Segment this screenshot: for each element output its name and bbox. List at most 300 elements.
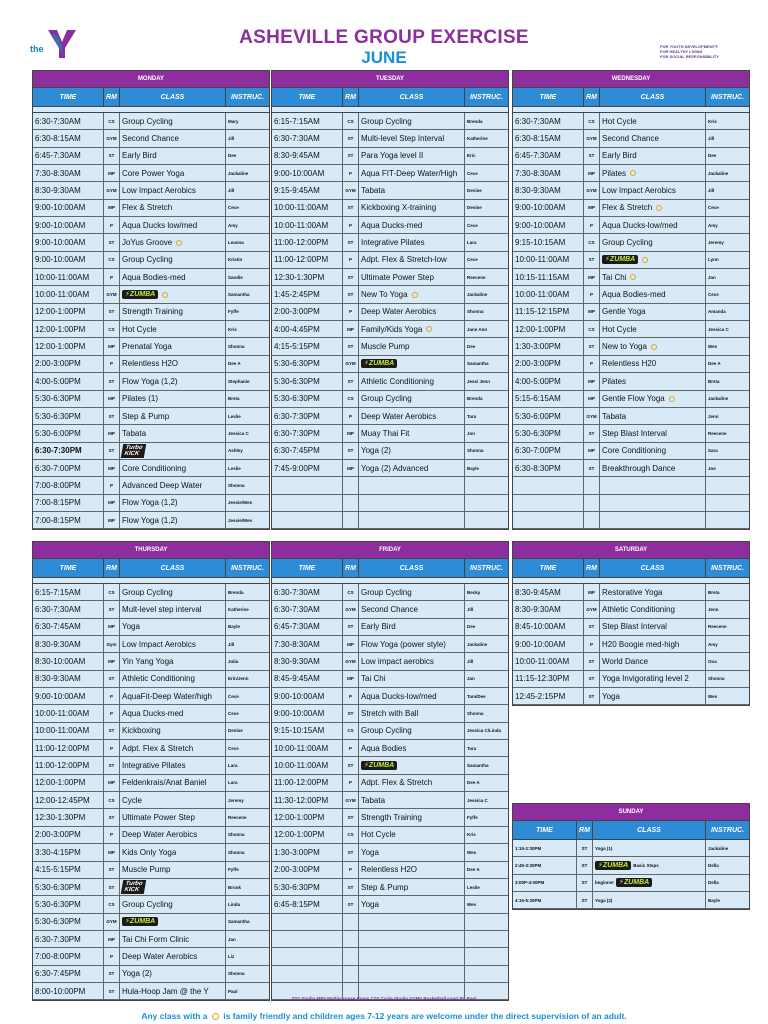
instructor-name: Erin/Jenn (228, 676, 249, 682)
column-header-class: CLASS (120, 88, 226, 106)
instructor-name: Liz (228, 953, 235, 959)
class-name (120, 165, 226, 181)
class-time: 1:30-3:00PM (272, 844, 343, 860)
instructor-name: Dee A (467, 867, 480, 873)
class-name-text: Second Chance (122, 134, 179, 144)
instructor-name: Cece (228, 745, 239, 751)
class-name (359, 757, 465, 773)
instructor-name: Bayle (708, 897, 721, 903)
family-friendly-icon (176, 240, 182, 246)
room-code: ST (343, 757, 359, 773)
class-time: 6:15-7:15AM (272, 113, 343, 129)
class-row (33, 688, 269, 705)
instructor-name: Amanda (708, 309, 726, 315)
room-code: ST (577, 875, 593, 891)
instructor-name: Jackaline (708, 845, 729, 851)
class-time: 12:00-1:00PM (33, 304, 104, 320)
class-name (120, 705, 226, 721)
room-code: ST (343, 844, 359, 860)
class-name-text: AquaFit-Deep Water/high (122, 691, 212, 701)
class-time: 12:00-12:45PM (33, 792, 104, 808)
class-name (120, 619, 226, 635)
room-code: CS (343, 584, 359, 600)
instructor-name: Brook (228, 884, 242, 890)
tagline (660, 44, 730, 59)
class-time: 2:45-3:30PM (513, 857, 577, 873)
instructor-name: Bayle (228, 624, 241, 630)
room-code: CS (343, 723, 359, 739)
class-time: 2:00-3:00PM (33, 827, 104, 843)
class-row (33, 234, 269, 251)
class-row (33, 495, 269, 512)
class-name (600, 321, 706, 337)
instructor-name: Jessica C (228, 430, 249, 436)
family-friendly-icon (656, 205, 662, 211)
class-time: 8:00-10:00PM (33, 983, 104, 999)
column-header-time: TIME (272, 88, 343, 106)
class-name (600, 234, 706, 250)
instructor-name: Dee A (228, 361, 241, 367)
instructor-name: Dee A (467, 780, 480, 786)
class-name (120, 113, 226, 129)
instructor-name: Tara (467, 413, 477, 419)
class-time: 2:00-3:00PM (513, 356, 584, 372)
class-name (359, 723, 465, 739)
instructor-name: Breta (708, 589, 720, 595)
room-code: ST (104, 234, 120, 250)
class-name-text: Kids Only Yoga (122, 847, 177, 857)
class-name-text: Ultimate Power Step (361, 272, 434, 282)
class-name (359, 584, 465, 600)
class-time: 8:30-9:45AM (272, 148, 343, 164)
class-time: 12:30-1:30PM (33, 809, 104, 825)
zumba-logo-icon: ⚡ZUMBA (361, 359, 397, 368)
class-name (120, 966, 226, 982)
class-name (359, 931, 465, 947)
instructor-name: Lara (467, 240, 477, 246)
class-name-text: New To Yoga (361, 290, 408, 300)
instructor-name: Cece (467, 257, 478, 263)
class-time: 12:00-1:00PM (513, 321, 584, 337)
class-row (33, 896, 269, 913)
tagline-line: FOR SOCIAL RESPONSIBILITY (660, 54, 720, 59)
column-header-row (272, 559, 508, 578)
column-header-time: TIME (513, 88, 584, 106)
room-code: ST (104, 983, 120, 999)
class-name-text: Yoga (361, 847, 379, 857)
class-row (33, 601, 269, 618)
class-name-text: Deep Water Aerobics (361, 411, 437, 421)
class-time: 9:00-10:00AM (33, 234, 104, 250)
class-name-text: Low Impact Aerobics (122, 639, 196, 649)
class-name (120, 931, 226, 947)
class-name-text: Group Cycling (361, 394, 412, 404)
column-header-class: CLASS (359, 88, 465, 106)
class-time: 7:00-8:00PM (33, 477, 104, 493)
instructor-name: Wes (708, 693, 718, 699)
class-time: 11:00-12:00PM (33, 757, 104, 773)
room-code: P (343, 740, 359, 756)
room-code: GYM (584, 130, 600, 146)
class-name-text: Aqua Ducks-low/med (361, 691, 437, 701)
class-row (33, 914, 269, 931)
class-time: 6:30-7:30PM (272, 408, 343, 424)
class-time: 3:00P-4:00PM (513, 875, 577, 891)
class-name-text: Aqua Ducks low/med (122, 220, 198, 230)
instructor-name: Jessica C (708, 326, 729, 332)
class-time: 4:15-5:15PM (272, 338, 343, 354)
room-code: GYM (343, 182, 359, 198)
class-row (33, 757, 269, 774)
class-name-text: Step & Pump (122, 411, 170, 421)
class-row (272, 931, 508, 948)
class-row (33, 477, 269, 494)
class-row (33, 931, 269, 948)
family-friendly-icon (412, 292, 418, 298)
class-name (120, 671, 226, 687)
class-time: 10:00-11:00AM (33, 286, 104, 302)
class-name-text: Aqua Bodies-med (602, 290, 666, 300)
instructor-name: Samantha (228, 292, 250, 298)
class-name (359, 286, 465, 302)
class-name-text: Yoga (2) (122, 969, 152, 979)
class-row (33, 286, 269, 303)
class-name-text: New to Yoga (602, 342, 647, 352)
class-time: 4:00-5:00PM (33, 373, 104, 389)
class-name (359, 373, 465, 389)
room-code: GYM (584, 408, 600, 424)
class-name-text: Aqua Ducks-med (122, 709, 184, 719)
instructor-name: Lara (228, 780, 238, 786)
class-name-text: Tabata (361, 186, 386, 196)
class-row (33, 809, 269, 826)
instructor-name: Jeremy (228, 797, 244, 803)
day-block-monday (32, 70, 270, 530)
instructor-name: Ona (708, 659, 717, 665)
class-time: 12:30-1:30PM (272, 269, 343, 285)
room-code: CS (343, 827, 359, 843)
class-name (600, 356, 706, 372)
class-name (120, 512, 226, 528)
room-code: ST (104, 879, 120, 895)
class-time: 5:30-6:30PM (33, 408, 104, 424)
class-time: 9:00-10:00AM (33, 252, 104, 268)
day-block-tuesday (271, 70, 509, 530)
room-code: ST (343, 896, 359, 912)
column-header-rm: RM (584, 559, 600, 577)
class-time: 4:00-5:00PM (513, 373, 584, 389)
class-name (600, 601, 706, 617)
room-code: MP (343, 425, 359, 441)
class-row (272, 809, 508, 826)
class-name (359, 148, 465, 164)
class-row (272, 391, 508, 408)
class-time: 8:30-9:30AM (33, 182, 104, 198)
room-code: MP (584, 391, 600, 407)
class-row (272, 827, 508, 844)
class-row (33, 252, 269, 269)
room-code: GYM (584, 601, 600, 617)
class-name (359, 460, 465, 476)
class-time: 6:30-8:15AM (513, 130, 584, 146)
instructor-name: Stephanie (228, 378, 250, 384)
room-code: GYM (584, 182, 600, 198)
class-name-text: Low impact aerobics (361, 657, 434, 667)
room-code: ST (584, 653, 600, 669)
class-row (272, 234, 508, 251)
day-block-thursday (32, 541, 270, 1001)
class-time: 6:45-7:30AM (272, 619, 343, 635)
class-name-text: Flow Yoga (1,2) (122, 376, 178, 386)
column-header-rm: RM (104, 88, 120, 106)
room-code: ST (104, 966, 120, 982)
class-row (513, 636, 749, 653)
class-name-text: Relentless H2O (122, 359, 179, 369)
day-block-wednesday (512, 70, 750, 530)
class-name (600, 460, 706, 476)
class-row (272, 252, 508, 269)
class-name (359, 966, 465, 982)
room-code: P (584, 636, 600, 652)
class-name-text: Aqua Bodies (361, 743, 407, 753)
class-time: 5:30-6:30PM (513, 425, 584, 441)
class-time: 6:30-7:00PM (513, 443, 584, 459)
room-code: P (584, 217, 600, 233)
class-time: 7:30-8:30AM (272, 636, 343, 652)
class-name-text: Hot Cycle (602, 324, 637, 334)
class-name (600, 165, 706, 181)
instructor-name (465, 966, 508, 982)
class-name-text: Pilates (1) (122, 394, 159, 404)
instructor-name: Reecene (708, 624, 727, 630)
class-time (272, 966, 343, 982)
class-name-text: Integrative Pilates (122, 761, 186, 771)
class-name (600, 113, 706, 129)
room-code: P (104, 269, 120, 285)
column-header-instructor: INSTRUC. (710, 827, 745, 834)
class-time: 5:30-6:30PM (272, 373, 343, 389)
room-code: CS (584, 321, 600, 337)
class-name-text: Group Cycling (122, 116, 173, 126)
class-name-text: Tai Chi (602, 272, 627, 282)
room-code (584, 512, 600, 528)
instructor-name: Dee (708, 153, 717, 159)
class-name (359, 130, 465, 146)
day-block-saturday (512, 541, 750, 706)
class-row (272, 757, 508, 774)
class-row (33, 636, 269, 653)
class-row (272, 775, 508, 792)
class-row (272, 373, 508, 390)
class-row (513, 356, 749, 373)
class-row (33, 671, 269, 688)
class-time: 6:30-7:30AM (33, 601, 104, 617)
class-time: 7:00-8:00PM (33, 948, 104, 964)
room-code: MP (104, 653, 120, 669)
instructor-name: Fyffe (228, 309, 239, 315)
class-row (272, 113, 508, 130)
class-time (272, 477, 343, 493)
class-name-text: Yoga Invigorating level 2 (602, 674, 689, 684)
instructor-name: Tara/Dee (467, 693, 486, 699)
class-time: 9:00-10:00AM (33, 200, 104, 216)
room-code (343, 931, 359, 947)
instructor-name: Breta (708, 378, 720, 384)
instructor-name: Dee A (708, 361, 721, 367)
room-code: MP (584, 269, 600, 285)
class-name-text: Muscle Pump (122, 865, 171, 875)
zumba-logo-icon: ⚡ZUMBA (602, 255, 638, 264)
day-block-sunday (512, 803, 750, 910)
class-name (120, 914, 226, 930)
class-row (33, 425, 269, 442)
class-name-text: Gentle Flow Yoga (602, 394, 665, 404)
column-header-instructor: INSTRUC. (230, 565, 265, 572)
class-name-text: Strength Training (122, 307, 183, 317)
class-row (272, 792, 508, 809)
family-friendly-icon (669, 396, 675, 402)
class-time: 12:00-1:00PM (272, 827, 343, 843)
class-name (359, 252, 465, 268)
class-name (120, 148, 226, 164)
class-time: 9:15-9:45AM (272, 182, 343, 198)
instructor-name: Leslie (228, 465, 241, 471)
class-time (272, 914, 343, 930)
class-name (359, 896, 465, 912)
class-time: 9:00-10:00AM (33, 688, 104, 704)
class-name (359, 688, 465, 704)
instructor-name: Jackaline (708, 170, 729, 176)
class-row (513, 495, 749, 512)
class-row (272, 495, 508, 512)
class-name (600, 252, 706, 268)
class-name-text: Group Cycling (122, 255, 173, 265)
class-name-text: Relentless H2O (361, 865, 418, 875)
room-code: MP (104, 460, 120, 476)
class-row (33, 792, 269, 809)
class-name-text: Yoga (122, 622, 140, 632)
class-name (120, 688, 226, 704)
class-name (120, 443, 226, 459)
class-time: 6:45-8:15PM (272, 896, 343, 912)
room-code: MP (104, 165, 120, 181)
class-time: 6:30-7:45AM (33, 619, 104, 635)
instructor-name: Shonna (228, 849, 245, 855)
instructor-name: Shonna (228, 971, 245, 977)
class-time (513, 495, 584, 511)
class-name (120, 234, 226, 250)
instructor-name: Tara (467, 745, 477, 751)
instructor-name (706, 477, 749, 493)
class-row (33, 775, 269, 792)
class-time: 4:15-5:15PM (33, 862, 104, 878)
zumba-logo-icon: ⚡ZUMBA (122, 917, 158, 926)
class-name (120, 809, 226, 825)
class-time (513, 512, 584, 528)
class-row (272, 217, 508, 234)
class-name (600, 148, 706, 164)
room-code: MP (104, 512, 120, 528)
class-name (593, 840, 706, 856)
instructor-name: Wes (467, 901, 477, 907)
class-time: 5:30-6:30PM (33, 391, 104, 407)
family-friendly-icon (642, 257, 648, 263)
class-name (359, 619, 465, 635)
class-name (359, 653, 465, 669)
room-code: ST (584, 688, 600, 704)
class-name-text: Pilates (602, 168, 627, 178)
class-time: 5:30-6:00PM (33, 425, 104, 441)
room-code: ST (104, 671, 120, 687)
class-time: 10:00-11:00AM (272, 217, 343, 233)
class-name-text: Flow Yoga (1,2) (122, 515, 178, 525)
class-name (120, 269, 226, 285)
class-time: 10:00-11:00AM (272, 757, 343, 773)
class-name-text: Hula-Hoop Jam @ the Y (122, 986, 209, 996)
class-name-text: Core Conditioning (122, 463, 187, 473)
class-name (359, 477, 465, 493)
class-time (272, 948, 343, 964)
room-code: MP (104, 931, 120, 947)
class-time: 6:30-7:00PM (33, 460, 104, 476)
room-code: MP (104, 338, 120, 354)
instructor-name: Della (708, 863, 719, 869)
instructor-name: Leslie (467, 884, 480, 890)
class-row (33, 619, 269, 636)
class-time: 11:00-12:00PM (272, 252, 343, 268)
class-name-text: Athletic Conditioning (361, 376, 434, 386)
instructor-name: Cece (228, 711, 239, 717)
class-name-text: Integrative Pilates (361, 238, 425, 248)
class-name-text: Early Bird (122, 151, 157, 161)
room-code: ST (584, 619, 600, 635)
class-name (359, 601, 465, 617)
class-name (600, 286, 706, 302)
class-name-text: Deep Water Aerobics (122, 951, 198, 961)
zumba-logo-icon: ⚡ZUMBA (361, 761, 397, 770)
day-block-friday (271, 541, 509, 1001)
class-name (359, 914, 465, 930)
instructor-name: Jenn (708, 413, 719, 419)
class-row (33, 844, 269, 861)
class-time: 7:45-9:00PM (272, 460, 343, 476)
class-name-text: Adpt. Flex & Stretch (122, 743, 194, 753)
instructor-name: Reecene (467, 274, 486, 280)
class-row (272, 356, 508, 373)
class-row (513, 875, 749, 892)
room-code: GYM (343, 792, 359, 808)
class-row (272, 338, 508, 355)
class-row (272, 705, 508, 722)
room-code: P (343, 408, 359, 424)
class-name-text: H20 Boogie med-high (602, 639, 680, 649)
room-code: ST (343, 809, 359, 825)
class-time (272, 512, 343, 528)
class-row (33, 862, 269, 879)
class-name (600, 391, 706, 407)
instructor-name: Jessica C/Linda (467, 728, 502, 734)
class-name (120, 373, 226, 389)
room-code: ST (343, 879, 359, 895)
class-name-text: Mult-level step interval (122, 605, 202, 615)
class-row (513, 391, 749, 408)
class-row (272, 619, 508, 636)
class-name (600, 636, 706, 652)
class-name (120, 495, 226, 511)
class-name-text: Group Cycling (602, 238, 653, 248)
class-name (600, 338, 706, 354)
class-row (272, 443, 508, 460)
